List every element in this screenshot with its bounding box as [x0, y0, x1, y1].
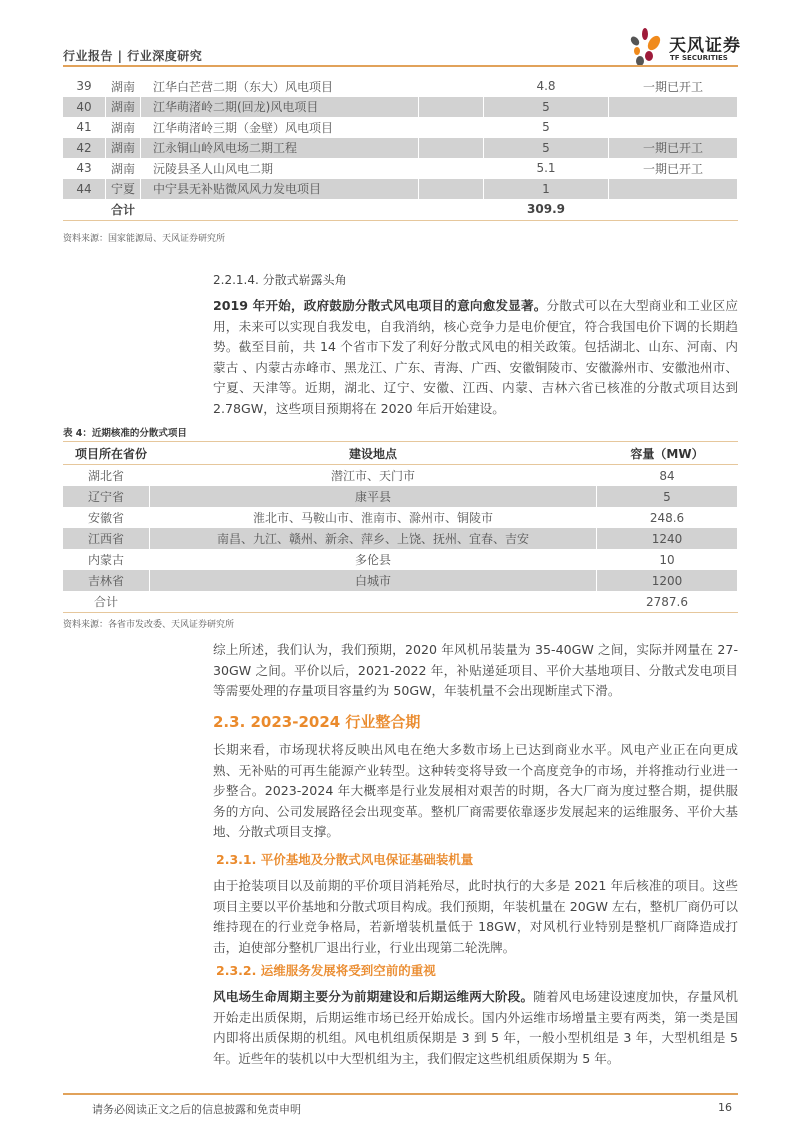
section-23-paragraph: 长期来看，市场现状将反映出风电在绝大多数市场上已达到商业水平。风电产业正在向更成熟、无补贴的可再生能源产业转型。这种转变将导致一个高度竞争的市场，并将推动行业进一步整合。2023-2024 年大概率是行业发展相对艰苦的时期，各大厂商为度过整合期，提供服务的方向、公司发展路径会出现变革。整机厂商需要依靠逐步发展起来的运维服务、平价大基地、分散式项目支撑。: [213, 742, 738, 839]
lead-sentence: 2019 年开始，政府鼓励分散式风电项目的意向愈发显著。: [213, 298, 547, 313]
column-header-capacity: 容量（MW）: [597, 442, 738, 465]
row-project-name: 沅陵县圣人山风电二期: [141, 158, 419, 179]
row-capacity: 5: [484, 138, 609, 159]
logo-chinese-name: 天风证券: [669, 36, 741, 56]
row-province: 湖南: [106, 117, 141, 138]
row-capacity: 1: [484, 179, 609, 200]
row-location: 白城市: [150, 570, 597, 591]
row-status: [609, 117, 738, 138]
row-province: 宁夏: [106, 179, 141, 200]
section-231-paragraph: 由于抢装项目以及前期的平价项目消耗殆尽，此时执行的大多是 2021 年后核准的项目。这些项目主要以平价基地和分散式项目构成。我们预期，年装机量在 20GW 左右，整机厂商仍可以维持现在的行业竞争格局，若新增装机量低于 18GW，对风机行业特别是整机厂商降造成打击，迫使部分整机厂退出行业，行业出现第二轮洗牌。: [213, 878, 738, 955]
row-number: 41: [63, 117, 106, 138]
row-project-name: 江华白芒营二期（东大）风电项目: [141, 76, 419, 97]
row-project-name: 江永铜山岭风电场二期工程: [141, 138, 419, 159]
row-status: 一期已开工: [609, 158, 738, 179]
row-number: 39: [63, 76, 106, 97]
row-province: 湖南: [106, 138, 141, 159]
row-capacity: 84: [597, 465, 738, 487]
table-row: [63, 465, 738, 487]
table-row: [63, 158, 738, 179]
section-heading-23: 2.3. 2023-2024 行业整合期: [213, 713, 421, 731]
row-project-name: 江华萌渚岭二期(回龙)风电项目: [141, 97, 419, 118]
logo-english-name: TF SECURITIES: [670, 54, 728, 62]
row-capacity: 1200: [597, 570, 738, 591]
row-province: 湖北省: [63, 465, 150, 487]
table-row: [63, 117, 738, 138]
row-project-name: 中宁县无补贴微风风力发电项目: [141, 179, 419, 200]
row-status: [609, 179, 738, 200]
footer-rule: [63, 1093, 738, 1095]
row-status: 一期已开工: [609, 76, 738, 97]
table-row: [63, 507, 738, 528]
logo-petals-icon: [627, 27, 667, 67]
column-header-location: 建设地点: [150, 442, 597, 465]
row-number: 42: [63, 138, 106, 159]
column-header-province: 项目所在省份: [63, 442, 150, 465]
table2-source: 资料来源：各省市发改委、天风证券研究所: [63, 620, 235, 630]
table-header-row: [63, 442, 738, 465]
row-location: 淮北市、马鞍山市、淮南市、滁州市、铜陵市: [150, 507, 597, 528]
section-2214-paragraph: [213, 296, 738, 419]
row-number: 43: [63, 158, 106, 179]
row-location: 多伦县: [150, 549, 597, 570]
row-province: 湖南: [106, 97, 141, 118]
distributed-project-table: [63, 441, 738, 613]
row-capacity: 4.8: [484, 76, 609, 97]
table1-source: 资料来源：国家能源局、天风证券研究所: [63, 234, 226, 244]
section-heading-2214: 2.2.1.4. 分散式崭露头角: [213, 273, 347, 287]
row-number: 44: [63, 179, 106, 200]
row-province: 湖南: [106, 158, 141, 179]
row-capacity: 5: [484, 117, 609, 138]
section-heading-232: 2.3.2. 运维服务发展将受到空前的重视: [216, 963, 436, 978]
row-capacity: 248.6: [597, 507, 738, 528]
lead-sentence: 风电场生命周期主要分为前期建设和后期运维两大阶段。: [213, 989, 534, 1004]
row-province: 辽宁省: [63, 486, 150, 507]
table-total-row: [63, 199, 738, 220]
row-status: [609, 97, 738, 118]
header-rule: [63, 65, 738, 67]
row-capacity: 10: [597, 549, 738, 570]
table-row: [63, 549, 738, 570]
table-row: [63, 179, 738, 200]
total-label: 合计: [106, 199, 141, 220]
total-value: 309.9: [484, 199, 609, 220]
page-number: 16: [718, 1101, 732, 1114]
total-label: 合计: [63, 591, 150, 613]
row-number: 40: [63, 97, 106, 118]
wind-project-table: [63, 76, 738, 221]
company-logo: [627, 27, 742, 67]
footer-disclaimer: 请务必阅读正文之后的信息披露和免责申明: [92, 1103, 301, 1116]
total-value: 2787.6: [597, 591, 738, 613]
report-category: 行业报告 | 行业深度研究: [63, 49, 203, 63]
row-location: 潜江市、天门市: [150, 465, 597, 487]
table-row: [63, 138, 738, 159]
row-capacity: 1240: [597, 528, 738, 549]
table-row: [63, 97, 738, 118]
row-province: 吉林省: [63, 570, 150, 591]
table-total-row: [63, 591, 738, 613]
table-row: [63, 76, 738, 97]
row-province: 安徽省: [63, 507, 150, 528]
table-row: [63, 528, 738, 549]
table-row: [63, 570, 738, 591]
row-location: 南昌、九江、赣州、新余、萍乡、上饶、抚州、宜春、吉安: [150, 528, 597, 549]
section-232-paragraph: [213, 987, 738, 1069]
row-province: 湖南: [106, 76, 141, 97]
row-capacity: 5: [597, 486, 738, 507]
summary-paragraph: 综上所述，我们认为，我们预期，2020 年风机吊装量为 35-40GW 之间，实际并网量在 27-30GW 之间。平价以后，2021-2022 年，补贴递延项目、平价大基地项目、分散式发电项目等需要处理的存量项目容量约为 50GW，年装机量不会出现断崖式下滑。: [213, 642, 738, 698]
table-row: [63, 486, 738, 507]
row-capacity: 5.1: [484, 158, 609, 179]
row-province: 江西省: [63, 528, 150, 549]
section-heading-231: 2.3.1. 平价基地及分散式风电保证基础装机量: [216, 852, 474, 867]
row-project-name: 江华萌渚岭三期（金壁）风电项目: [141, 117, 419, 138]
paragraph-body: 随着风电场建设速度加快，存量风机开始走出质保期，后期运维市场已经开始成长。国内外运维市场增量主要有两类，第一类是国内即将出质保期的机组。风电机组质保期是 3 到 5 年，一般小型机组是 3 年，大型机组是 5 年。近些年的装机以中大型机组为主，我们假定这些机组质保期为 5 年。: [213, 989, 739, 1066]
row-province: 内蒙古: [63, 549, 150, 570]
row-location: 康平县: [150, 486, 597, 507]
paragraph-body: 分散式可以在大型商业和工业区应用，未来可以实现自我发电，自我消纳，核心竞争力是电价便宜，符合我国电价下调的长期趋势。截至目前，共 14 个省市下发了利好分散式风电的相关政策。包括湖北、山东、河南、内蒙古 、内蒙古赤峰市、黑龙江、广东、青海、广西、安徽铜陵市、安徽滁州市、安徽池州市、宁夏、天津等。近期，湖北、辽宁、安徽、江西、内蒙、吉林六省已核准的分散式项目达到 2.78GW，这些项目预期将在 2020 年后开始建设。: [213, 298, 739, 416]
table2-caption: 表 4：近期核准的分散式项目: [63, 428, 187, 439]
row-status: 一期已开工: [609, 138, 738, 159]
row-capacity: 5: [484, 97, 609, 118]
